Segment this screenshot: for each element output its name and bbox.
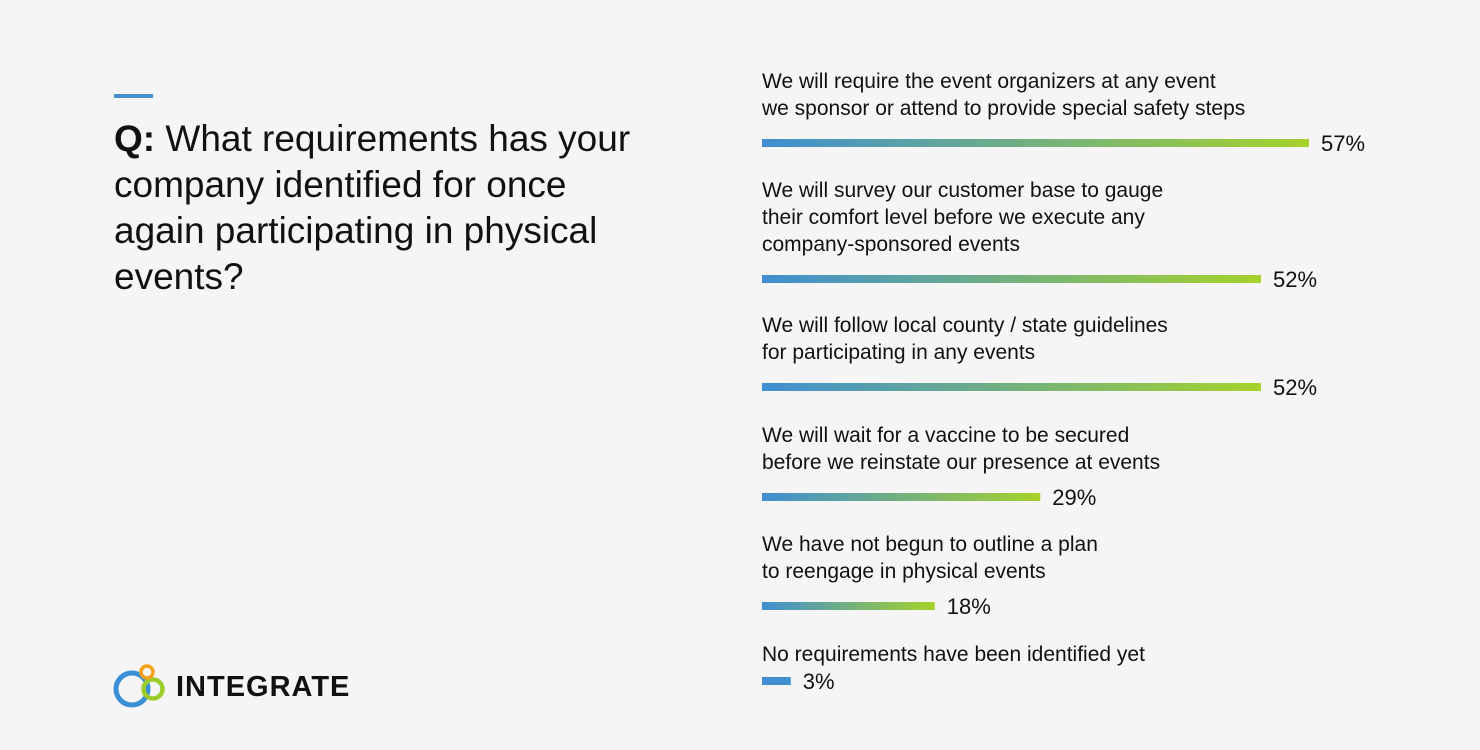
value-label: 57%	[1321, 131, 1366, 156]
integrate-rings-icon	[112, 662, 168, 712]
value-label: 18%	[946, 594, 991, 619]
category-label	[762, 533, 1098, 583]
value-label: 52%	[1273, 267, 1318, 292]
category-label-line: We will follow local county / state guidelines	[762, 314, 1168, 337]
bar	[762, 602, 935, 610]
category-label	[761, 70, 1245, 120]
bar	[762, 139, 1309, 147]
value-label: 29%	[1052, 485, 1097, 510]
category-label-line: We will require the event organizers at any event	[762, 70, 1216, 93]
category-label-line: their comfort level before we execute any	[762, 206, 1145, 229]
bar	[762, 493, 1040, 501]
integrate-logo	[112, 662, 350, 712]
value-label: 3%	[802, 669, 835, 694]
value-label: 52%	[1273, 375, 1318, 400]
bar	[762, 677, 791, 685]
bar	[762, 275, 1261, 283]
category-label	[762, 314, 1168, 364]
category-label-line: We will wait for a vaccine to be secured	[762, 424, 1130, 447]
category-label-line: we sponsor or attend to provide special safety steps	[762, 97, 1246, 120]
category-label-line: No requirements have been identified yet	[762, 643, 1145, 666]
category-label-line: We will survey our customer base to gauge	[762, 179, 1164, 202]
category-label	[762, 643, 1145, 666]
category-label-line: to reengage in physical events	[762, 560, 1046, 583]
category-label-line: company-sponsored events	[762, 233, 1020, 256]
category-label-line: for participating in any events	[762, 341, 1036, 364]
brand-name: INTEGRATE	[176, 670, 351, 703]
question-text: What requirements has your company identified for once again participating in physical events?	[114, 118, 631, 297]
category-label-line: We have not begun to outline a plan	[762, 533, 1098, 556]
category-label-line: before we reinstate our presence at events	[762, 451, 1161, 474]
category-label	[762, 424, 1160, 474]
bar	[762, 383, 1261, 391]
question-prefix: Q:	[114, 118, 156, 159]
category-label	[762, 179, 1163, 256]
